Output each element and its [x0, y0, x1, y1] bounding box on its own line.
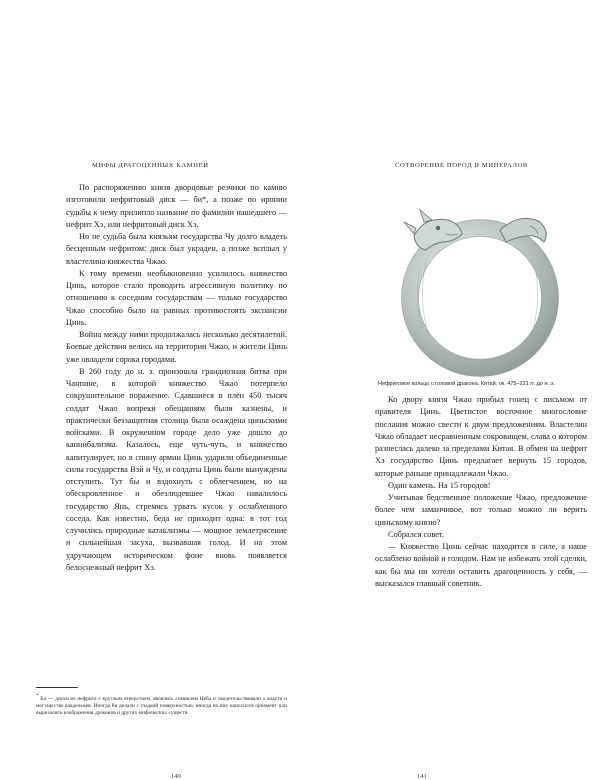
jade-dragon-ring-icon — [380, 198, 580, 378]
footnote — [36, 693, 287, 717]
paragraph: Ко двору князя Чжао прибыл гонец с письмом от правителя Цинь. Цветистое восточное многословие послания можно свести к двум предложениям. Властелин Чжао обладает несравненным сокровищем, слава о котором разнеслась далеко за пределами Китая. В обмен на нефрит Хэ государство Цинь предлагает вернуть 15 городов, которые раньше принадлежали Чжао. — [375, 395, 587, 478]
right-page — [300, 0, 600, 780]
left-body-text — [66, 182, 287, 574]
page-number-left: 140 — [171, 773, 181, 780]
paragraph: По распоряжению князя дворцовые резчики по камню изготовили нефритовый диск — би*, а позже по иронии судьбы к нему прилипло название по фамилии нашедшего — нефрит Хэ, или нефритовый диск Хэ. — [66, 183, 287, 229]
paragraph: Но не судьба была князьям государства Чу долго владеть бесценным нефритом: диск был украден, а позже всплыл у властелина княжества Чжао. — [66, 232, 287, 266]
paragraph: Война между ними продолжалась несколько десятилетий. Боевые действия велись на территории Чжао, и жители Цинь уже овладели сорока городами. — [66, 330, 287, 364]
paragraph: Один камень. На 15 городов! — [388, 480, 491, 490]
running-head-right: СОТВОРЕНИЕ ПОРОД И МИНЕРАЛОВ — [395, 162, 528, 169]
paragraph: Учитывая бедственное положение Чжао, предложение более чем заманчивое, вот только можно ли верить циньскому князю? — [375, 493, 587, 527]
paragraph: В 260 году до н. э. произошла грандиозная битва при Чанпине, в которой княжество Чжао потерпело сокрушительное поражение. Сдавшиеся в плен 450 тысяч солдат Чжао вопреки обещаниям были казнены, и практически беззащитная столица была осаждена циньскими войсками. В окруженном городе дело уже дошло до каннибализма. Казалось, еще чуть-чуть, и княжество капитулирует, но в спину армии Цинь ударили объединенные силы государства Вэй и Чу, и солдаты Цинь были вынуждены отступить. Тут бы и вздохнуть с облегчением, но на обескровленное и обезлюдевшее Чжао навалилось государство Янь, стремясь урвать кусок у ослабленного соседа. Как известно, беда не приходит одна: в тот год случились природные катаклизмы — мощное землетрясение и сильнейшая засуха, вызвавшая голод. И на этом удручающем историческом фоне вновь появляется белоснежный нефрит Хэ. — [66, 366, 287, 572]
footnote-text: Би — диски из нефрита с круглым отверстием, являлись символом Неба и свидетельствовали о власти и могуществе владельцев. Иногда би делали с гладкой поверхностью, иногда на них наносился орнамент или вырезались изображения драконов и других мифических существ. — [36, 695, 287, 717]
page-number-right: 141 — [417, 773, 427, 780]
footnote-mark: * — [36, 694, 39, 699]
paragraph: Собрался совет. — [388, 529, 444, 539]
footnote-divider — [36, 687, 78, 688]
paragraph: — Княжество Цинь сейчас находится в силе, а наше ослаблено войной и голодом. Нам не избежать этой сделки, как бы мы ни хотели оставить драгоценность у себя, — высказался главный советник. — [375, 542, 587, 588]
illustration-caption: Нефритовое кольцо с головой дракона. Китай, ок. 475–221 гг. до н. э. — [378, 381, 555, 387]
running-head-left: МИФЫ ДРАГОЦЕННЫХ КАМНЕЙ — [92, 162, 209, 169]
right-body-text — [375, 394, 587, 590]
paragraph: К тому времени необыкновенно усилилось княжество Цинь, которое стало проводить агрессивную политику по отношению к соседним государствам — только государство Чжао способно было на равных противостоять экспансии Цинь. — [66, 268, 287, 327]
